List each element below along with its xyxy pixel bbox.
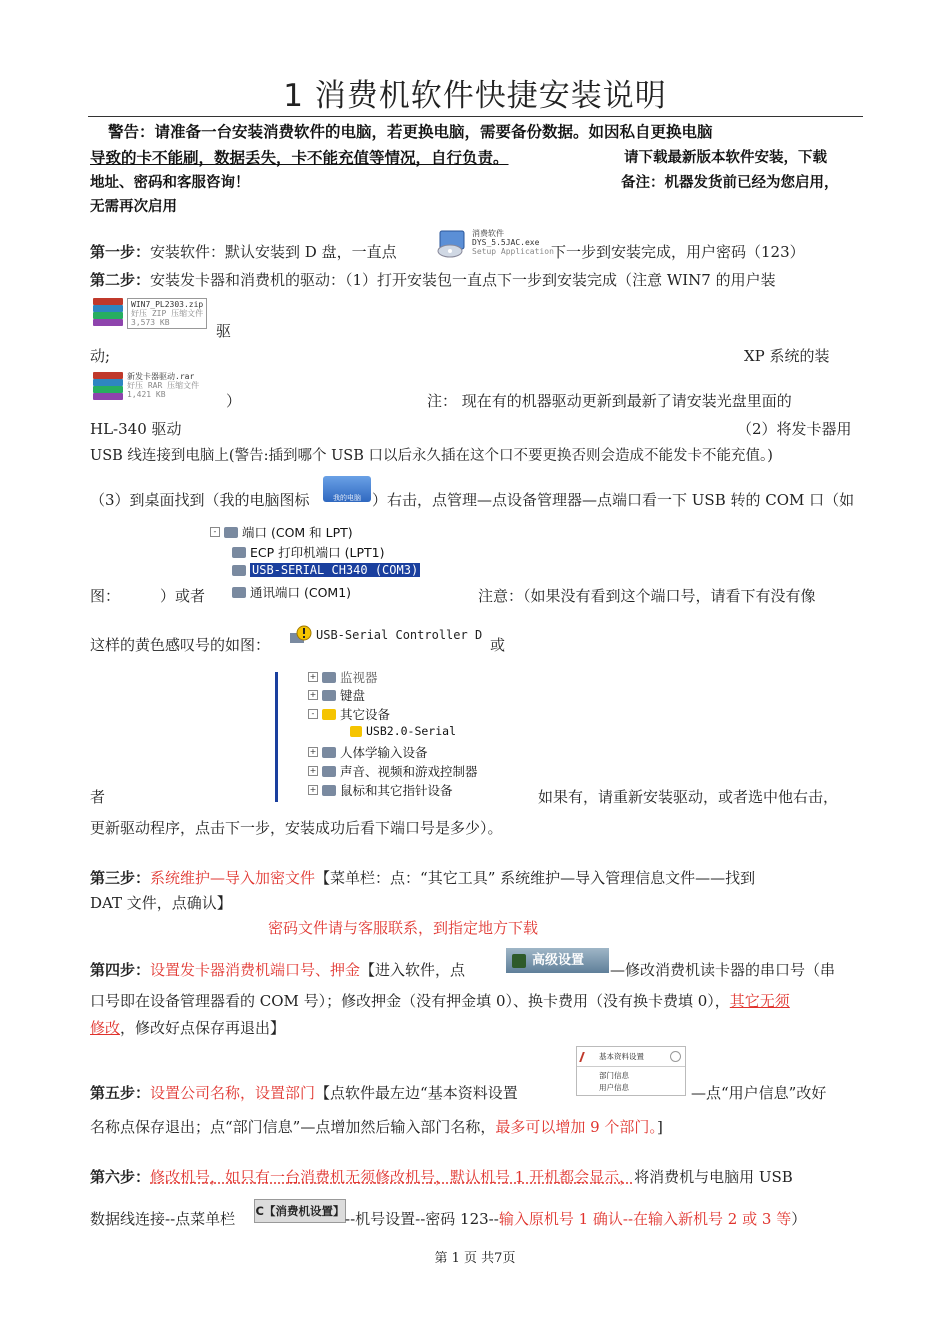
rar1-desc: 好压 ZIP 压缩文件 [131,309,204,318]
device-manager-image: + 监视器 + 键盘 - 其它设备 USB2.0-Serial + 人体学输入设备 + 声音、视频和游戏控制器 + 鼠标和其它指针设备 [275,672,528,802]
step4-text-a: 【进入软件，点 [360,961,466,979]
rar1-name: WIN7_PL2303.zip [131,300,204,309]
step2-line [90,269,776,290]
warning-line-3b: 备注：机器发货前已经为您启用， [621,175,839,191]
step6-line2a: 数据线连接--点菜单栏 [90,1210,236,1228]
page-footer: 第 1 页 共7页 [434,1251,516,1266]
warning-line-3a: 地址、密码和客服咨询！ [90,175,250,191]
step5-line: 第五步：设置公司名称，设置部门【点软件最左边“基本资料设置 [90,1084,518,1102]
keyboard-icon [322,690,336,701]
warning-line-2a: 导致的卡不能刷，数据丢失，卡不能充值等情况，自行负责。 [90,149,509,167]
hid-icon [322,747,336,758]
question-device-icon [322,709,336,720]
pencil-icon [579,1052,597,1062]
page-title: 1 消费机软件快捷安装说明 [283,78,667,114]
step1-label: 第一步： [90,243,151,261]
collapse-icon [670,1051,681,1062]
step6-red: 修改机号，如只有一台消费机无须修改机号，默认机号 1 开机都会显示， [150,1168,635,1186]
step4-line3-red: 修改 [90,1019,121,1037]
or-label: ）或者 [160,587,206,605]
step2-label: 第二步： [90,271,151,289]
update-driver-line: 更新驱动程序，点击下一步，安装成功后看下端口号是多少）。 [90,819,503,837]
warning-line-4: 无需再次启用 [90,199,177,215]
step4-label: 第四步： [90,961,151,979]
my-computer-icon: 我的电脑 [323,476,371,502]
step2-note2: 注意：（如果没有看到这个端口号，请看下有没有像 [478,587,816,605]
rar1-size: 3,573 KB [131,318,170,327]
step1-text-b: 下一步到安装完成，用户密码（123） [551,243,805,261]
title-rule [88,116,863,117]
setup-file-name: 消费软件 [472,229,504,238]
step5-label: 第五步： [90,1084,151,1102]
step4-red: 设置发卡器消费机端口号、押金 [150,961,361,979]
step2-note: 注： 现在有的机器驱动更新到最新了请安装光盘里面的 [427,392,792,410]
usb-serial-controller-image: USB-Serial Controller D [290,625,482,645]
monitor-icon [322,672,336,683]
port-icon [232,547,246,558]
step4-line [90,959,465,980]
fig-label: 图： [90,587,121,605]
step2-part2: （2）将发卡器用 [737,420,852,438]
rar2-name: 新发卡器驱动.rar [127,372,195,381]
step1-text-a: 安装软件：默认安装到 D 盘，一直点 [150,243,397,261]
step6-line2: --机号设置--密码 123--输入原机号 1 确认--在输入新机号 2 或 3 等） [345,1210,807,1228]
step1-line [90,241,397,262]
step5-line2: 名称点保存退出；点“部门信息”—点增加然后输入部门名称，最多可以增加 9 个部门。] [90,1118,663,1136]
step4-text-b: —修改消费机读卡器的串口号（串 [610,961,836,979]
setup-file-exe: DYS_5.5JAC.exe [472,238,540,247]
disc-icon [436,229,468,259]
step2-dong: 动; [90,347,111,365]
or2-label: 或 [490,636,506,654]
archive-icon [93,298,123,326]
step6-label: 第六步： [90,1168,151,1186]
step2-qu: 驱 [216,322,232,340]
if-yes-text: 如果有，请重新安装驱动，或者选中他右击， [538,788,839,806]
warning-line-1: 警告：请准备一台安装消费软件的电脑，若更换电脑，需要备份数据。如因私自更换电脑 [108,123,713,141]
ports-tree-image: - 端口 (COM 和 LPT) ECP 打印机端口 (LPT1) USB-SERIAL CH340 (COM3) 通讯端口 (COM1) [210,521,440,603]
step6-line: 第六步：修改机号，如只有一台消费机无须修改机号，默认机号 1 开机都会显示，将消费机与电脑用 USB [90,1168,793,1186]
step2-text-a: 安装发卡器和消费机的驱动：（1）打开安装包一直点下一步到安装完成（注意 WIN7 的用户装 [150,271,776,289]
rar2-desc: 好压 RAR 压缩文件 [127,381,200,390]
step3-line [90,867,755,888]
basic-info-panel-image: 基本资料设置 部门信息 用户信息 [576,1046,686,1096]
step5-text-b: —点“用户信息”改好 [691,1084,827,1102]
rar2-size: 1,421 KB [127,390,166,399]
advanced-settings-button: 高级设置 [506,948,609,973]
step3-label: 第三步： [90,869,151,887]
step2-usb-line: USB 线连接到电脑上(警告:插到哪个 USB 口以后永久插在这个口不要更换否则会造成不能发卡不能充值。) [90,448,773,464]
setup-file-desc: Setup Application [472,247,554,256]
step2-part3-b: ）右击，点管理—点设备管理器—点端口看一下 USB 转的 COM 口（如 [372,491,855,509]
warning-line-2b: 请下载最新版本软件安装，下载 [624,150,827,166]
setup-file-icon [436,229,554,259]
step4-line3: 修改，修改好点保存再退出】 [90,1019,286,1037]
step2-hl340: HL-340 驱动 [90,420,182,438]
yellow-line: 这样的黄色感叹号的如图： [90,636,271,654]
step5-red: 设置公司名称，设置部门 [150,1084,316,1102]
step3-line2: DAT 文件，点确认】 [90,894,232,912]
zhe-label: 者 [90,788,106,806]
step2-part3-a: （3）到桌面找到（我的电脑图标 [90,491,310,509]
step3-center-note: 密码文件请与客服联系，到指定地方下载 [268,919,539,937]
port-icon [224,527,238,538]
warning-exclamation-icon [290,625,312,645]
tools-icon [512,954,526,968]
sound-icon [322,766,336,777]
archive-icon-2 [93,372,123,400]
warning-device-icon [350,726,362,737]
rar-file-1 [93,298,207,329]
port-icon [232,587,246,598]
rar-file-2 [93,372,199,400]
step4-line2-red: 其它无须 [729,992,790,1010]
step3-text: 【菜单栏：点：“其它工具” 系统维护—导入管理信息文件——找到 [315,869,756,887]
consumer-settings-menu-button: C【消费机设置】 [254,1199,346,1223]
step2-xp: XP 系统的装 [744,347,830,365]
step3-red: 系统维护—导入加密文件 [150,869,316,887]
port-icon [232,565,246,576]
step4-line2: 口号即在设备管理器看的 COM 号）；修改押金（没有押金填 0）、换卡费用（没有换卡费填 0），其它无须 [90,992,790,1010]
step2-paren: ） [226,392,242,410]
mouse-icon [322,785,336,796]
